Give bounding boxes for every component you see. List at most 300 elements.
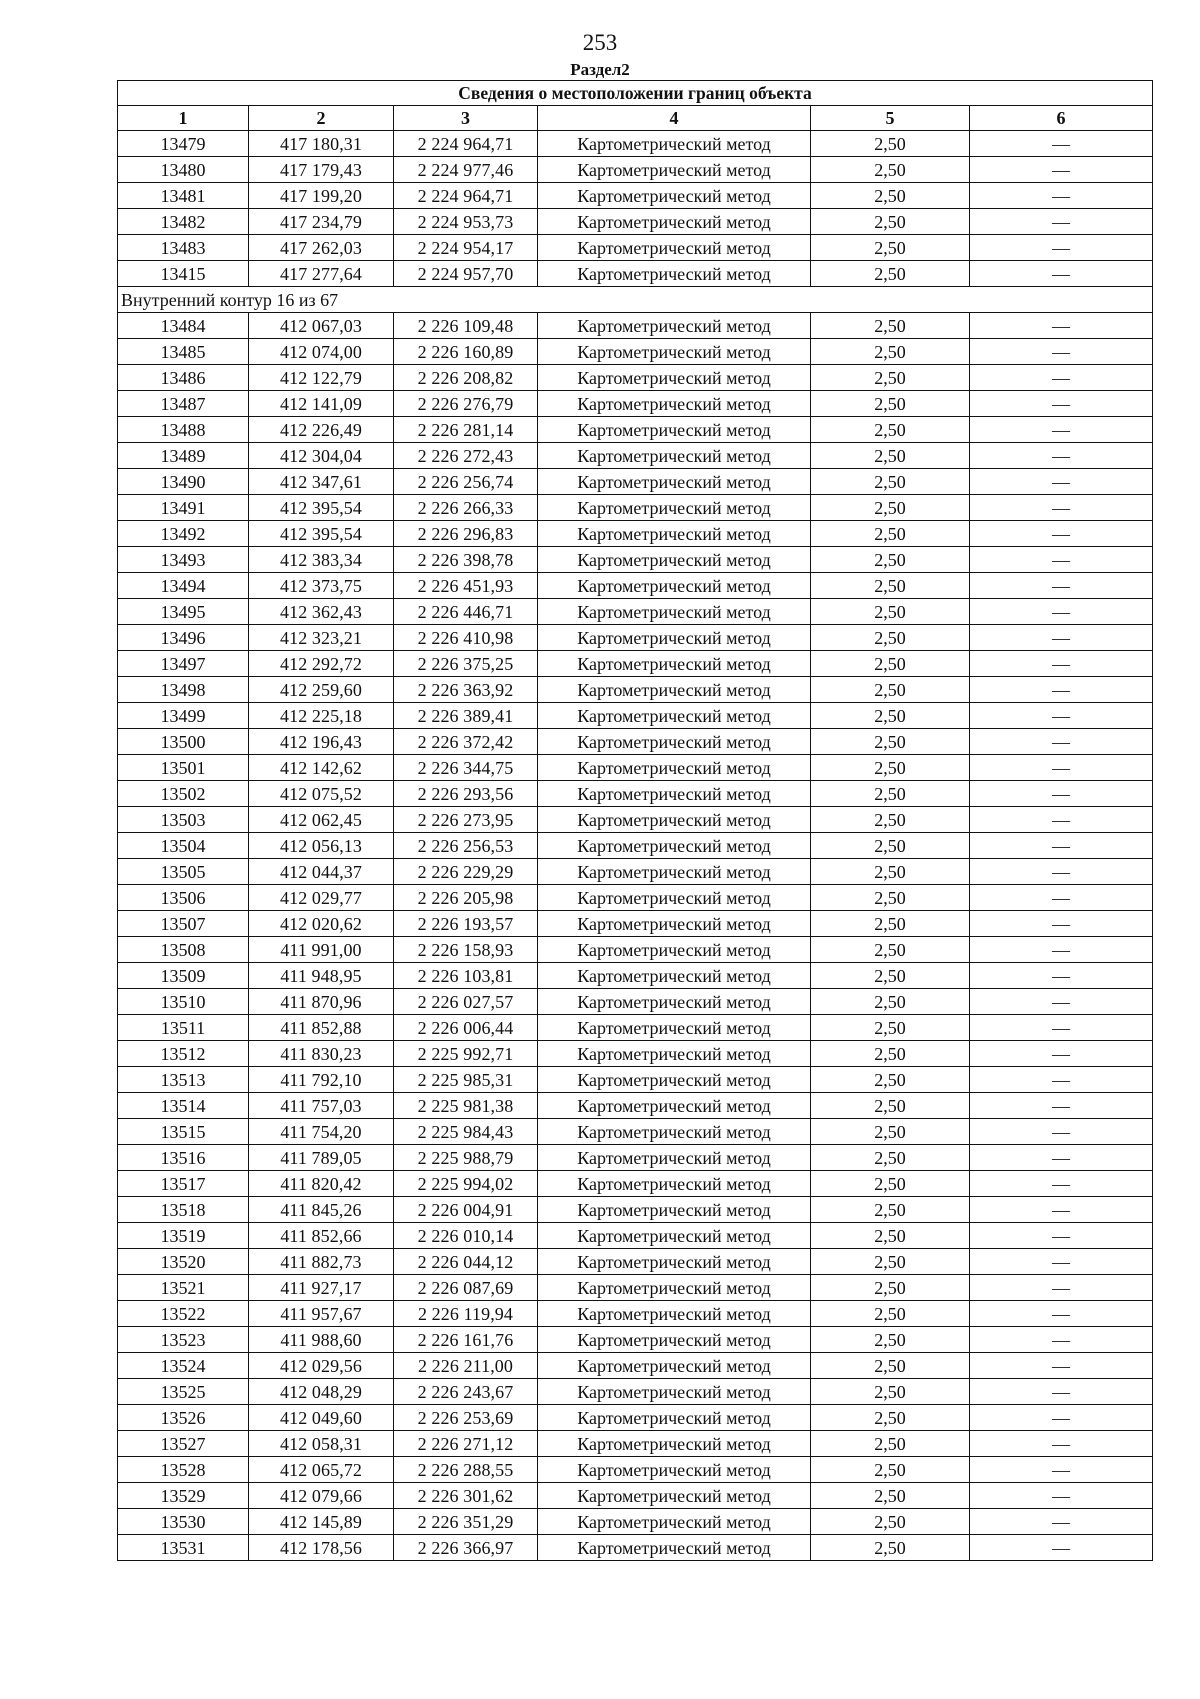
coordinate-x-cell: 412 044,37 (249, 859, 394, 885)
coordinate-y-cell: 2 226 044,12 (394, 1249, 538, 1275)
note-cell: — (970, 1535, 1153, 1561)
accuracy-cell: 2,50 (811, 703, 970, 729)
coordinate-x-cell: 412 383,34 (249, 547, 394, 573)
accuracy-cell: 2,50 (811, 807, 970, 833)
point-number-cell: 13497 (118, 651, 249, 677)
table-row (118, 339, 1153, 365)
coordinate-x-cell: 412 373,75 (249, 573, 394, 599)
coordinate-x-cell: 417 180,31 (249, 131, 394, 157)
table-row (118, 729, 1153, 755)
method-cell: Картометрический метод (538, 365, 811, 391)
note-cell: — (970, 443, 1153, 469)
method-cell: Картометрический метод (538, 1171, 811, 1197)
coordinate-x-cell: 412 062,45 (249, 807, 394, 833)
note-cell: — (970, 1379, 1153, 1405)
point-number-cell: 13522 (118, 1301, 249, 1327)
method-cell: Картометрический метод (538, 1093, 811, 1119)
coordinate-y-cell: 2 226 301,62 (394, 1483, 538, 1509)
coordinate-y-cell: 2 224 957,70 (394, 261, 538, 287)
method-cell: Картометрический метод (538, 521, 811, 547)
table-row (118, 833, 1153, 859)
method-cell: Картометрический метод (538, 209, 811, 235)
note-cell: — (970, 313, 1153, 339)
coordinate-y-cell: 2 226 296,83 (394, 521, 538, 547)
coordinate-y-cell: 2 226 273,95 (394, 807, 538, 833)
accuracy-cell: 2,50 (811, 469, 970, 495)
point-number-cell: 13515 (118, 1119, 249, 1145)
coordinate-x-cell: 412 058,31 (249, 1431, 394, 1457)
method-cell: Картометрический метод (538, 963, 811, 989)
coordinate-x-cell: 412 079,66 (249, 1483, 394, 1509)
accuracy-cell: 2,50 (811, 1405, 970, 1431)
note-cell: — (970, 1327, 1153, 1353)
coordinate-y-cell: 2 226 004,91 (394, 1197, 538, 1223)
accuracy-cell: 2,50 (811, 521, 970, 547)
point-number-cell: 13415 (118, 261, 249, 287)
point-number-cell: 13509 (118, 963, 249, 989)
method-cell: Картометрический метод (538, 547, 811, 573)
coordinate-x-cell: 412 323,21 (249, 625, 394, 651)
coordinate-y-cell: 2 226 006,44 (394, 1015, 538, 1041)
table-row (118, 911, 1153, 937)
point-number-cell: 13484 (118, 313, 249, 339)
method-cell: Картометрический метод (538, 859, 811, 885)
column-header-6: 6 (970, 106, 1153, 131)
table-row (118, 989, 1153, 1015)
coordinate-x-cell: 412 395,54 (249, 521, 394, 547)
column-header-4: 4 (538, 106, 811, 131)
point-number-cell: 13506 (118, 885, 249, 911)
accuracy-cell: 2,50 (811, 339, 970, 365)
method-cell: Картометрический метод (538, 1041, 811, 1067)
method-cell: Картометрический метод (538, 417, 811, 443)
table-row (118, 391, 1153, 417)
note-cell: — (970, 1223, 1153, 1249)
coordinate-x-cell: 411 852,66 (249, 1223, 394, 1249)
coordinate-y-cell: 2 226 211,00 (394, 1353, 538, 1379)
point-number-cell: 13528 (118, 1457, 249, 1483)
accuracy-cell: 2,50 (811, 1145, 970, 1171)
table-row (118, 573, 1153, 599)
coordinate-y-cell: 2 226 281,14 (394, 417, 538, 443)
note-cell: — (970, 573, 1153, 599)
accuracy-cell: 2,50 (811, 625, 970, 651)
note-cell: — (970, 1405, 1153, 1431)
column-header-5: 5 (811, 106, 970, 131)
method-cell: Картометрический метод (538, 391, 811, 417)
point-number-cell: 13494 (118, 573, 249, 599)
accuracy-cell: 2,50 (811, 183, 970, 209)
point-number-cell: 13521 (118, 1275, 249, 1301)
table-row (118, 1535, 1153, 1561)
note-cell: — (970, 1093, 1153, 1119)
note-cell: — (970, 755, 1153, 781)
method-cell: Картометрический метод (538, 1457, 811, 1483)
note-cell: — (970, 677, 1153, 703)
method-cell: Картометрический метод (538, 833, 811, 859)
accuracy-cell: 2,50 (811, 1379, 970, 1405)
method-cell: Картометрический метод (538, 1535, 811, 1561)
coordinate-x-cell: 412 142,62 (249, 755, 394, 781)
coordinate-y-cell: 2 226 372,42 (394, 729, 538, 755)
note-cell: — (970, 833, 1153, 859)
point-number-cell: 13518 (118, 1197, 249, 1223)
accuracy-cell: 2,50 (811, 131, 970, 157)
accuracy-cell: 2,50 (811, 833, 970, 859)
coordinate-x-cell: 412 347,61 (249, 469, 394, 495)
point-number-cell: 13502 (118, 781, 249, 807)
coordinate-y-cell: 2 226 193,57 (394, 911, 538, 937)
method-cell: Картометрический метод (538, 1067, 811, 1093)
coordinate-x-cell: 411 991,00 (249, 937, 394, 963)
coordinate-y-cell: 2 226 446,71 (394, 599, 538, 625)
table-row (118, 1223, 1153, 1249)
method-cell: Картометрический метод (538, 157, 811, 183)
point-number-cell: 13516 (118, 1145, 249, 1171)
accuracy-cell: 2,50 (811, 1119, 970, 1145)
coordinate-y-cell: 2 224 964,71 (394, 131, 538, 157)
accuracy-cell: 2,50 (811, 573, 970, 599)
method-cell: Картометрический метод (538, 443, 811, 469)
coordinate-x-cell: 412 074,00 (249, 339, 394, 365)
point-number-cell: 13496 (118, 625, 249, 651)
table-row (118, 183, 1153, 209)
note-cell: — (970, 209, 1153, 235)
note-cell: — (970, 547, 1153, 573)
note-cell: — (970, 521, 1153, 547)
method-cell: Картометрический метод (538, 677, 811, 703)
note-cell: — (970, 599, 1153, 625)
coordinate-y-cell: 2 224 977,46 (394, 157, 538, 183)
coordinate-x-cell: 411 852,88 (249, 1015, 394, 1041)
table-row (118, 781, 1153, 807)
method-cell: Картометрический метод (538, 339, 811, 365)
coordinate-y-cell: 2 226 160,89 (394, 339, 538, 365)
accuracy-cell: 2,50 (811, 1275, 970, 1301)
accuracy-cell: 2,50 (811, 1067, 970, 1093)
coordinate-x-cell: 417 262,03 (249, 235, 394, 261)
coordinate-x-cell: 411 948,95 (249, 963, 394, 989)
coordinate-y-cell: 2 226 410,98 (394, 625, 538, 651)
table-row (118, 1509, 1153, 1535)
method-cell: Картометрический метод (538, 1301, 811, 1327)
note-cell: — (970, 417, 1153, 443)
coordinate-y-cell: 2 226 271,12 (394, 1431, 538, 1457)
point-number-cell: 13530 (118, 1509, 249, 1535)
method-cell: Картометрический метод (538, 755, 811, 781)
coordinate-x-cell: 411 757,03 (249, 1093, 394, 1119)
note-cell: — (970, 1171, 1153, 1197)
method-cell: Картометрический метод (538, 911, 811, 937)
method-cell: Картометрический метод (538, 781, 811, 807)
coordinate-y-cell: 2 224 964,71 (394, 183, 538, 209)
accuracy-cell: 2,50 (811, 729, 970, 755)
method-cell: Картометрический метод (538, 625, 811, 651)
table-row (118, 937, 1153, 963)
coordinate-x-cell: 411 870,96 (249, 989, 394, 1015)
point-number-cell: 13491 (118, 495, 249, 521)
coordinate-x-cell: 412 048,29 (249, 1379, 394, 1405)
note-cell: — (970, 911, 1153, 937)
accuracy-cell: 2,50 (811, 1015, 970, 1041)
note-cell: — (970, 1509, 1153, 1535)
method-cell: Картометрический метод (538, 1483, 811, 1509)
note-cell: — (970, 1353, 1153, 1379)
accuracy-cell: 2,50 (811, 1197, 970, 1223)
point-number-cell: 13498 (118, 677, 249, 703)
accuracy-cell: 2,50 (811, 547, 970, 573)
point-number-cell: 13488 (118, 417, 249, 443)
boundary-coordinates-table (117, 80, 1153, 1561)
note-cell: — (970, 469, 1153, 495)
coordinate-y-cell: 2 226 266,33 (394, 495, 538, 521)
method-cell: Картометрический метод (538, 1353, 811, 1379)
note-cell: — (970, 859, 1153, 885)
table-row (118, 1249, 1153, 1275)
coordinate-y-cell: 2 226 288,55 (394, 1457, 538, 1483)
coordinate-x-cell: 411 830,23 (249, 1041, 394, 1067)
coordinate-y-cell: 2 226 276,79 (394, 391, 538, 417)
coordinate-x-cell: 411 927,17 (249, 1275, 394, 1301)
table-row (118, 1301, 1153, 1327)
table-row (118, 1483, 1153, 1509)
table-row (118, 1275, 1153, 1301)
coordinate-y-cell: 2 226 205,98 (394, 885, 538, 911)
accuracy-cell: 2,50 (811, 417, 970, 443)
note-cell: — (970, 807, 1153, 833)
accuracy-cell: 2,50 (811, 651, 970, 677)
point-number-cell: 13507 (118, 911, 249, 937)
accuracy-cell: 2,50 (811, 235, 970, 261)
method-cell: Картометрический метод (538, 1145, 811, 1171)
coordinate-y-cell: 2 226 109,48 (394, 313, 538, 339)
table-row (118, 885, 1153, 911)
note-cell: — (970, 157, 1153, 183)
table-row (118, 521, 1153, 547)
coordinate-y-cell: 2 224 953,73 (394, 209, 538, 235)
note-cell: — (970, 339, 1153, 365)
point-number-cell: 13479 (118, 131, 249, 157)
point-number-cell: 13501 (118, 755, 249, 781)
table-row (118, 807, 1153, 833)
coordinate-x-cell: 412 292,72 (249, 651, 394, 677)
coordinate-x-cell: 411 882,73 (249, 1249, 394, 1275)
table-row (118, 1093, 1153, 1119)
note-cell: — (970, 1197, 1153, 1223)
note-cell: — (970, 1015, 1153, 1041)
method-cell: Картометрический метод (538, 885, 811, 911)
method-cell: Картометрический метод (538, 1405, 811, 1431)
coordinate-y-cell: 2 226 375,25 (394, 651, 538, 677)
coordinate-y-cell: 2 226 010,14 (394, 1223, 538, 1249)
table-header-row (118, 106, 1153, 131)
accuracy-cell: 2,50 (811, 963, 970, 989)
table-row (118, 209, 1153, 235)
contour-row (118, 287, 1153, 313)
method-cell: Картометрический метод (538, 495, 811, 521)
method-cell: Картометрический метод (538, 1275, 811, 1301)
coordinate-y-cell: 2 226 158,93 (394, 937, 538, 963)
table-row (118, 1353, 1153, 1379)
note-cell: — (970, 261, 1153, 287)
coordinate-x-cell: 412 225,18 (249, 703, 394, 729)
coordinate-y-cell: 2 226 161,76 (394, 1327, 538, 1353)
method-cell: Картометрический метод (538, 1015, 811, 1041)
table-row (118, 651, 1153, 677)
coordinate-x-cell: 417 234,79 (249, 209, 394, 235)
coordinate-x-cell: 411 988,60 (249, 1327, 394, 1353)
coordinate-y-cell: 2 226 229,29 (394, 859, 538, 885)
point-number-cell: 13505 (118, 859, 249, 885)
point-number-cell: 13511 (118, 1015, 249, 1041)
note-cell: — (970, 963, 1153, 989)
accuracy-cell: 2,50 (811, 677, 970, 703)
coordinate-y-cell: 2 226 344,75 (394, 755, 538, 781)
accuracy-cell: 2,50 (811, 1171, 970, 1197)
coordinate-y-cell: 2 226 398,78 (394, 547, 538, 573)
method-cell: Картометрический метод (538, 235, 811, 261)
column-header-3: 3 (394, 106, 538, 131)
method-cell: Картометрический метод (538, 183, 811, 209)
note-cell: — (970, 1145, 1153, 1171)
coordinate-x-cell: 412 145,89 (249, 1509, 394, 1535)
accuracy-cell: 2,50 (811, 859, 970, 885)
table-row (118, 677, 1153, 703)
table-row (118, 157, 1153, 183)
coordinate-x-cell: 412 395,54 (249, 495, 394, 521)
coordinate-x-cell: 417 179,43 (249, 157, 394, 183)
note-cell: — (970, 1249, 1153, 1275)
method-cell: Картометрический метод (538, 989, 811, 1015)
table-row (118, 1015, 1153, 1041)
note-cell: — (970, 365, 1153, 391)
accuracy-cell: 2,50 (811, 1223, 970, 1249)
coordinate-y-cell: 2 226 363,92 (394, 677, 538, 703)
coordinate-x-cell: 417 199,20 (249, 183, 394, 209)
point-number-cell: 13520 (118, 1249, 249, 1275)
coordinate-y-cell: 2 225 988,79 (394, 1145, 538, 1171)
coordinate-x-cell: 412 075,52 (249, 781, 394, 807)
point-number-cell: 13523 (118, 1327, 249, 1353)
note-cell: — (970, 989, 1153, 1015)
coordinate-y-cell: 2 225 992,71 (394, 1041, 538, 1067)
coordinate-x-cell: 411 754,20 (249, 1119, 394, 1145)
coordinate-x-cell: 412 065,72 (249, 1457, 394, 1483)
note-cell: — (970, 1483, 1153, 1509)
coordinate-x-cell: 412 056,13 (249, 833, 394, 859)
accuracy-cell: 2,50 (811, 885, 970, 911)
coordinate-x-cell: 412 141,09 (249, 391, 394, 417)
note-cell: — (970, 1431, 1153, 1457)
accuracy-cell: 2,50 (811, 1093, 970, 1119)
point-number-cell: 13510 (118, 989, 249, 1015)
column-header-1: 1 (118, 106, 249, 131)
accuracy-cell: 2,50 (811, 261, 970, 287)
table-row (118, 417, 1153, 443)
coordinate-y-cell: 2 226 256,74 (394, 469, 538, 495)
page-number: 253 (582, 30, 618, 55)
point-number-cell: 13480 (118, 157, 249, 183)
point-number-cell: 13517 (118, 1171, 249, 1197)
coordinate-x-cell: 412 196,43 (249, 729, 394, 755)
note-cell: — (970, 1067, 1153, 1093)
point-number-cell: 13504 (118, 833, 249, 859)
coordinate-x-cell: 412 259,60 (249, 677, 394, 703)
accuracy-cell: 2,50 (811, 1483, 970, 1509)
point-number-cell: 13512 (118, 1041, 249, 1067)
table-row (118, 235, 1153, 261)
coordinate-y-cell: 2 226 272,43 (394, 443, 538, 469)
point-number-cell: 13503 (118, 807, 249, 833)
table-caption-row (118, 81, 1153, 106)
point-number-cell: 13529 (118, 1483, 249, 1509)
coordinate-x-cell: 412 362,43 (249, 599, 394, 625)
method-cell: Картометрический метод (538, 1509, 811, 1535)
point-number-cell: 13487 (118, 391, 249, 417)
accuracy-cell: 2,50 (811, 313, 970, 339)
accuracy-cell: 2,50 (811, 1249, 970, 1275)
coordinate-y-cell: 2 225 985,31 (394, 1067, 538, 1093)
note-cell: — (970, 729, 1153, 755)
coordinate-x-cell: 412 304,04 (249, 443, 394, 469)
accuracy-cell: 2,50 (811, 1327, 970, 1353)
table-row (118, 313, 1153, 339)
coordinate-y-cell: 2 225 984,43 (394, 1119, 538, 1145)
point-number-cell: 13527 (118, 1431, 249, 1457)
note-cell: — (970, 183, 1153, 209)
method-cell: Картометрический метод (538, 1379, 811, 1405)
point-number-cell: 13493 (118, 547, 249, 573)
method-cell: Картометрический метод (538, 599, 811, 625)
table-row (118, 755, 1153, 781)
accuracy-cell: 2,50 (811, 1509, 970, 1535)
coordinate-y-cell: 2 226 208,82 (394, 365, 538, 391)
point-number-cell: 13486 (118, 365, 249, 391)
table-row (118, 495, 1153, 521)
coordinate-x-cell: 411 789,05 (249, 1145, 394, 1171)
point-number-cell: 13500 (118, 729, 249, 755)
coordinate-y-cell: 2 226 389,41 (394, 703, 538, 729)
coordinate-y-cell: 2 226 027,57 (394, 989, 538, 1015)
coordinate-x-cell: 411 845,26 (249, 1197, 394, 1223)
accuracy-cell: 2,50 (811, 599, 970, 625)
note-cell: — (970, 703, 1153, 729)
coordinate-x-cell: 412 029,77 (249, 885, 394, 911)
point-number-cell: 13490 (118, 469, 249, 495)
method-cell: Картометрический метод (538, 573, 811, 599)
table-row (118, 1405, 1153, 1431)
note-cell: — (970, 1275, 1153, 1301)
note-cell: — (970, 885, 1153, 911)
point-number-cell: 13525 (118, 1379, 249, 1405)
coordinate-x-cell: 412 029,56 (249, 1353, 394, 1379)
coordinate-y-cell: 2 226 366,97 (394, 1535, 538, 1561)
note-cell: — (970, 937, 1153, 963)
accuracy-cell: 2,50 (811, 209, 970, 235)
accuracy-cell: 2,50 (811, 911, 970, 937)
table-caption: Сведения о местоположении границ объекта (118, 81, 1153, 106)
point-number-cell: 13495 (118, 599, 249, 625)
note-cell: — (970, 391, 1153, 417)
coordinate-x-cell: 412 178,56 (249, 1535, 394, 1561)
method-cell: Картометрический метод (538, 651, 811, 677)
point-number-cell: 13524 (118, 1353, 249, 1379)
method-cell: Картометрический метод (538, 469, 811, 495)
point-number-cell: 13483 (118, 235, 249, 261)
table-row (118, 1171, 1153, 1197)
accuracy-cell: 2,50 (811, 157, 970, 183)
table-row (118, 469, 1153, 495)
